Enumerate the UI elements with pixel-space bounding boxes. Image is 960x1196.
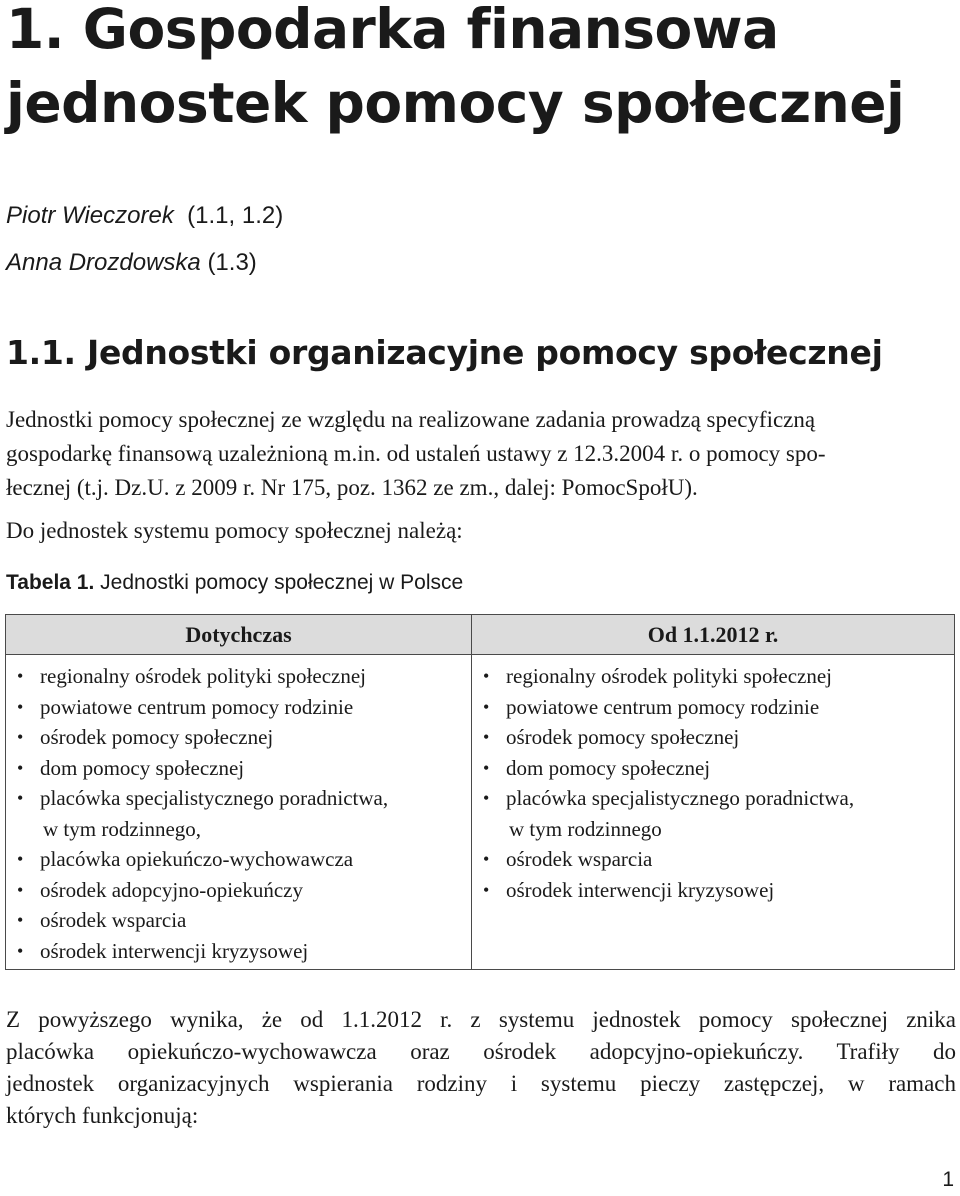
list-item-text: placówka opiekuńczo-wychowawcza	[40, 847, 354, 871]
column-header-after: Od 1.1.2012 r.	[472, 615, 954, 655]
list-item	[6, 905, 471, 936]
chapter-title	[6, 0, 946, 140]
bullet-icon: •	[483, 727, 490, 747]
bullet-icon: •	[483, 696, 490, 717]
bullet-icon: •	[17, 788, 24, 808]
list-item	[6, 783, 471, 844]
bullet-icon: •	[17, 666, 24, 686]
conclusion-line: jednostek organizacyjnych wspierania rodziny i systemu pieczy zastępczej, w ramach	[6, 1071, 956, 1096]
author-name: Piotr Wieczorek	[6, 202, 174, 229]
list-item-text: regionalny ośrodek polityki społecznej	[506, 664, 833, 688]
list-item-text: placówka specjalistycznego poradnictwa,	[40, 786, 389, 810]
list-item-text: dom pomocy społecznej	[506, 755, 711, 780]
list-item	[6, 875, 471, 906]
author-name: Anna Drozdowska	[6, 249, 201, 276]
list-item-continuation: w tym rodzinnego,	[43, 816, 202, 841]
bullet-icon: •	[483, 879, 490, 900]
table-caption	[6, 566, 463, 600]
bullet-icon: •	[483, 849, 490, 869]
list-item-text: ośrodek interwencji kryzysowej	[40, 938, 309, 963]
list-item-text: powiatowe centrum pomocy rodzinie	[40, 694, 354, 719]
bullet-icon: •	[17, 757, 24, 778]
table-caption-label: Tabela 1.	[6, 571, 95, 594]
bullet-icon: •	[17, 727, 24, 747]
list-item-continuation: w tym rodzinnego	[509, 816, 662, 841]
author-line	[6, 239, 283, 286]
intro-line: łecznej (t.j. Dz.U. z 2009 r. Nr 175, poz. 1362 ze zm., dalej: PomocSpołU).	[6, 475, 698, 500]
list-after	[472, 655, 954, 905]
list-item	[6, 753, 471, 784]
bullet-icon: •	[17, 849, 24, 869]
list-item	[6, 722, 471, 753]
chapter-title-line-2: jednostek pomocy społecznej	[6, 71, 905, 135]
list-item-text: placówka specjalistycznego poradnictwa,	[506, 786, 855, 810]
list-item	[472, 661, 954, 692]
conclusion-line: których funkcjonują:	[6, 1103, 199, 1128]
bullet-icon: •	[483, 757, 490, 778]
author-sections: (1.1, 1.2)	[187, 202, 284, 229]
bullet-icon: •	[17, 910, 24, 930]
bullet-icon: •	[483, 666, 490, 686]
list-item-text: ośrodek pomocy społecznej	[506, 725, 740, 749]
list-item	[472, 783, 954, 844]
intro-paragraph	[6, 403, 956, 505]
lead-paragraph: Do jednostek systemu pomocy społecznej należą:	[6, 518, 463, 543]
author-line	[6, 192, 283, 239]
table-column-before	[6, 615, 472, 969]
bullet-icon: •	[483, 788, 490, 808]
list-item	[472, 844, 954, 875]
conclusion-line: Z powyższego wynika, że od 1.1.2012 r. z systemu jednostek pomocy społecznej znika	[6, 1007, 956, 1032]
bullet-icon: •	[17, 696, 24, 717]
list-item	[472, 753, 954, 784]
list-item-text: ośrodek pomocy społecznej	[40, 725, 274, 749]
table-column-after	[472, 615, 954, 969]
page-number: 1	[942, 1168, 954, 1191]
intro-line: Jednostki pomocy społecznej ze względu na realizowane zadania prowadzą specyficzną	[6, 407, 816, 432]
bullet-icon: •	[17, 879, 24, 900]
list-item	[6, 692, 471, 723]
list-item	[6, 661, 471, 692]
authors-block	[6, 192, 283, 286]
conclusion-line: placówka opiekuńczo-wychowawcza oraz ośrodek adopcyjno-opiekuńczy. Trafiły do	[6, 1039, 956, 1064]
section-title: 1.1. Jednostki organizacyjne pomocy społecznej	[6, 333, 883, 372]
list-item-text: ośrodek wsparcia	[40, 908, 187, 932]
list-item	[472, 692, 954, 723]
list-item-text: powiatowe centrum pomocy rodzinie	[506, 694, 820, 719]
conclusion-paragraph	[6, 1004, 956, 1132]
list-item	[472, 875, 954, 906]
column-header-before: Dotychczas	[6, 615, 471, 655]
intro-line: gospodarkę finansową uzależnioną m.in. od ustaleń ustawy z 12.3.2004 r. o pomocy spo-	[6, 441, 826, 466]
list-item	[472, 722, 954, 753]
list-item-text: ośrodek wsparcia	[506, 847, 653, 871]
list-item-text: ośrodek interwencji kryzysowej	[506, 877, 775, 902]
list-item-text: dom pomocy społecznej	[40, 755, 245, 780]
list-item	[6, 936, 471, 967]
list-before	[6, 655, 471, 966]
bullet-icon: •	[17, 940, 24, 961]
comparison-table	[5, 614, 955, 970]
list-item-text: ośrodek adopcyjno-opiekuńczy	[40, 877, 304, 902]
author-sections: (1.3)	[207, 249, 257, 276]
chapter-title-line-1: 1. Gospodarka finansowa	[6, 0, 779, 61]
list-item	[6, 844, 471, 875]
table-caption-text: Jednostki pomocy społecznej w Polsce	[100, 571, 464, 594]
document-page	[6, 0, 958, 1196]
list-item-text: regionalny ośrodek polityki społecznej	[40, 664, 367, 688]
